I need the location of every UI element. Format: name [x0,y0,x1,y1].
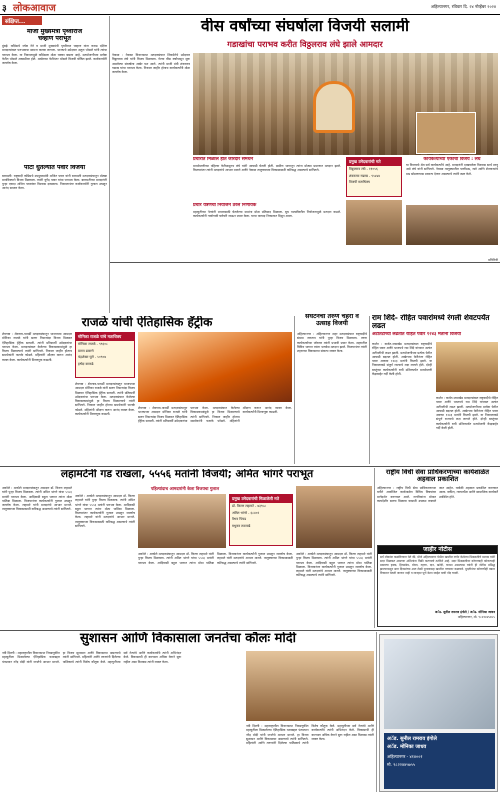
story5-photo-2 [296,486,372,548]
bottom-ad [379,634,498,792]
sidebar-header: संक्षिप्त... [2,16,42,25]
stat-row: शंकरराव गडाख - ९५४४४ [349,173,381,178]
stat-box-title: मोनिका राजळे यांचे मताधिक्य [76,333,134,341]
page-number: ३ [2,4,7,14]
story5-text-cont: अकोले : अकोले मतदारसंघातून आमदार डॉ. किरण लहामटे यांनी पुन्हा विजय मिळवला. त्यांनी अमित भांगरे यांचा ५५५६ मतांनी पराभव केला. आदिवासी बहुल भागात त्यांना मोठा पाठिंबा मिळाला. विजयानंतर कार्यकर्त्यांनी गुलाल उधळून जल्लोष केला. लहामटे यांनी मतदारांचे आभार मानले. तालुक्याच्या विकासासाठी कटिबद्ध असल्याचे त्यांनी सांगितले. [138,552,293,565]
sidebar-item-text: बारामती: राष्ट्रवादी काँग्रेसचे उपमुख्यमंत्री अजित पवार यांनी बारामती मतदारसंघातून मोठ्या मताधिक्याने विजय मिळवला. त्यांनी युगेंद्र पवार यांचा पराभव केला. बारामतीच्या मतदारांनी पुन्हा एकदा अजित पवारांवर विश्वास दाखवला. निकालानंतर कार्यकर्त्यांनी गुलाल उधळून आनंद साजरा केला. [2,173,107,191]
notice-title: जाहीर नोटीस [378,546,497,554]
sidebar [2,16,107,312]
story4-headline: राम शिंदे- रोहित पवारांमध्ये रंगली शेवटपर्यंत लढत [372,314,490,330]
story2-text: शेवगाव : शेवगाव-पाथर्डी मतदारसंघातून भाजपच्या आमदार मोनिका राजळे यांनी सलग तिसऱ्यांदा विजय मिळवत ऐतिहासिक हॅट्रीक साधली. त्यांनी प्रतिस्पर्धी उमेदवारांचा पराभव केला. मतदारसंघात केलेल्या विकासकामांमुळे हा विजय मिळाल्याचे त्यांनी सांगितले. निकाल जाहीर होताच समर्थकांनी फटाके फोडले. महिलांनी औक्षण करून आनंद व्यक्त केला. कार्यकर्त्यांनी मिरवणूक काढली. [2,332,72,362]
bottom-photo [246,651,374,721]
lead-body2: महायुतीच्या नेत्यांनी प्रचारासाठी घेतलेल्या सभांना मोठा प्रतिसाद मिळाला. बूथ पातळीवरील नियोजनामुळे मतदान वाढले. कार्यकर्त्यांनी गावोगावी घरोघरी जाऊन प्रचार केला. याचा फायदा निकालात दिसून आला. [193,210,341,219]
stat-box-title: प्रमुख उमेदवारांची मते [347,158,401,166]
story4-text-cont: कर्जत : कर्जत-जामखेड मतदारसंघात राष्ट्रवादीचे रोहित पवार आणि भाजपचे राम शिंदे यांच्यात अत्यंत अटीतटीची लढत झाली. मतमोजणीच्या प्रत्येक फेरीत आघाडी बदलत होती. अखेरच्या फेरीनंतर रोहित पवार अवघ्या १२४३ मतांनी विजयी झाले. या निकालाकडे संपूर्ण राज्याचे लक्ष लागले होते. दोन्ही बाजूंच्या कार्यकर्त्यांनी रात्री उशिरापर्यंत मतमोजणी केंद्राबाहेर गर्दी केली होती. [436,396,498,431]
lead-subheadline: गडाखांचा पराभव करीत विठ्ठलराव लंघे झाले आमदार [227,39,383,49]
stat-row: वैभव पिचड [232,517,247,522]
bottom-headline: सुशासन आणि विकासाला जनतेचा कौलः मोदी [79,632,297,646]
ad-line: अॅड. सुनील रामराव इंगोले [387,736,437,742]
story6-text: अहिल्यानगर : राष्ट्रीय विधी सेवा प्राधिकरणाच्या वतीने आयोजित कार्यशाळेत विविध विषयांवर मार्गदर्शन करण्यात आले. नागरिकांना मोफत कायदेशीर सल्ला मिळावा यासाठी उपक्रम राबवले जात आहेत. यावेळी अहवाल प्रकाशित करण्यात आला. वकील, न्यायाधीश आणि सामाजिक कार्यकर्ते उपस्थित होते. [377,486,498,503]
lead-headline: वीस वर्षांच्या संघर्षाला विजयी सलामी [201,18,409,35]
stat-row: विठ्ठलराव लंघे - ११०५६ [349,167,378,171]
stat-row: प्रताप ढाकणे [78,348,94,353]
stat-box-title: प्रमुख उमेदवारांची मिळालेली मते [230,495,292,503]
masthead [0,0,500,14]
section-divider [0,630,500,631]
stat-row: मोनिका राजळे - ९९६०८ [78,342,108,346]
column-divider [369,316,370,464]
section-divider [0,466,500,467]
column-divider [374,468,375,628]
bottom-text: नवी दिल्ली : महाराष्ट्रातील विधानसभा निवडणुकीत महायुतीला मिळालेल्या ऐतिहासिक यशाबद्दल पंतप्रधान नरेंद्र मोदी यांनी जनतेचे आभार मानले. हा विजय सुशासन आणि विकासाचा असल्याचे त्यांनी सांगितले. महिलांनी आणि तरुणांनी दिलेल्या पाठिंब्याचे त्यांनी विशेष कौतुक केले. महायुतीच्या सर्व नेत्यांचे आणि कार्यकर्त्यांचे त्यांनी अभिनंदन केले. विकासाची ही वाटचाल अधिक वेगाने सुरू राहील असा विश्वास त्यांनी व्यक्त केला. [2,651,182,664]
ad-photo [384,639,495,729]
stat-row: अमित भांगरे - ६८४०२ [232,510,260,515]
stat-row: विजयी मताधिक्य [349,180,370,185]
story5-text-cont: अकोले : अकोले मतदारसंघातून आमदार डॉ. किरण लहामटे यांनी पुन्हा विजय मिळवला. त्यांनी अमित भांगरे यांचा ५५५६ मतांनी पराभव केला. आदिवासी बहुल भागात त्यांना मोठा पाठिंबा मिळाला. विजयानंतर कार्यकर्त्यांनी गुलाल उधळून जल्लोष केला. लहामटे यांनी मतदारांचे आभार मानले. तालुक्याच्या विकासासाठी कटिबद्ध असल्याचे त्यांनी सांगितले. [75,494,135,529]
story4-subheadline: अटीतटीच्या लढतीत रोहित पवार १२४३ मतांनी विजयी [372,332,461,337]
story5-stat-box [229,494,293,546]
sidebar-item-text: मुंबई: काँग्रेसचे ज्येष्ठ नेते व माजी मुख्यमंत्री पृथ्वीराज चव्हाण यांना कराड दक्षिण मतदारसंघात पराभवाचा सामना करावा लागला. भाजपचे उमेदवार अतुल भोसले यांनी त्यांचा पराभव केला. या निकालामुळे काँग्रेसला मोठा धक्का बसला आहे. मतमोजणीच्या प्रत्येक फेरीत भोसले आघाडीवर होते. अखेरच्या फेरीनंतर भोसले विजयी घोषित झाले. कार्यकर्त्यांनी जल्लोष केला. [2,44,107,66]
sidebar-item-title: माजी मुख्यमंत्री पृथ्वीराज [26,29,83,35]
notice-text: सर्व लोकांना कळविण्यात येते की, मौजे अहिल्यानगर येथील खालील वर्णन केलेल्या मिळकतीचे मालक यांनी सदर मिळकत आमच्या अशिलांना विक्री करण्याचे ठरविले आहे. सदर मिळकतीवर कोणाचाही कोणत्याही प्रकारचा हक्क, हितसंबंध, बोजा, गहाण, दान, खरेदी, वारसा असल्यास त्यांनी ही नोटीस प्रसिद्ध झाल्यापासून सात दिवसांच्या आत लेखी पुराव्यासह खालील पत्त्यावर कळवावे. मुदतीनंतर कोणाचीही तक्रार विचारात घेतली जाणार नाही व व्यवहार पूर्ण केला जाईल याची नोंद घ्यावी. [380,555,495,576]
masthead-rule [0,14,500,15]
lead-reporter: प्रतिनिधी [488,258,498,262]
lead-intro: नेवासा : नेवासा विधानसभा मतदारसंघात शिवसेनेचे उमेदवार विठ्ठलराव लंघे यांनी विजय मिळवला. गेल्या वीस वर्षांपासून सुरू असलेल्या संघर्षाला अखेर यश आले. त्यांनी माजी मंत्री शंकरराव गडाख यांचा पराभव केला. निकाल जाहीर होताच कार्यकर्त्यांनी मोठा जल्लोष केला. [112,53,190,75]
section-divider [110,262,500,263]
bottom-text-cont: नवी दिल्ली : महाराष्ट्रातील विधानसभा निवडणुकीत महायुतीला मिळालेल्या ऐतिहासिक यशाबद्दल पंतप्रधान नरेंद्र मोदी यांनी जनतेचे आभार मानले. हा विजय सुशासन आणि विकासाचा असल्याचे त्यांनी सांगितले. महिलांनी आणि तरुणांनी दिलेल्या पाठिंब्याचे त्यांनी विशेष कौतुक केले. महायुतीच्या सर्व नेत्यांचे आणि कार्यकर्त्यांचे त्यांनी अभिनंदन केले. विकासाची ही वाटचाल अधिक वेगाने सुरू राहील असा विश्वास त्यांनी व्यक्त केला. [246,724,374,746]
story2-text-cont: शेवगाव : शेवगाव-पाथर्डी मतदारसंघातून भाजपच्या आमदार मोनिका राजळे यांनी सलग तिसऱ्यांदा विजय मिळवत ऐतिहासिक हॅट्रीक साधली. त्यांनी प्रतिस्पर्धी उमेदवारांचा पराभव केला. मतदारसंघात केलेल्या विकासकामांमुळे हा विजय मिळाल्याचे त्यांनी सांगितले. निकाल जाहीर होताच समर्थकांनी फटाके फोडले. महिलांनी औक्षण करून आनंद व्यक्त केला. कार्यकर्त्यांनी मिरवणूक काढली. [138,406,292,423]
story5-text-cont: अकोले : अकोले मतदारसंघातून आमदार डॉ. किरण लहामटे यांनी पुन्हा विजय मिळवला. त्यांनी अमित भांगरे यांचा ५५५६ मतांनी पराभव केला. आदिवासी बहुल भागात त्यांना मोठा पाठिंबा मिळाला. विजयानंतर कार्यकर्त्यांनी गुलाल उधळून जल्लोष केला. लहामटे यांनी मतदारांचे आभार मानले. तालुक्याच्या विकासासाठी कटिबद्ध असल्याचे त्यांनी सांगितले. [296,552,372,578]
ad-banner [384,733,495,789]
story5-kicker: पहिल्यांदाच आमदारांनी केला विजयचा गुलाल [150,486,220,491]
sidebar-item-subtitle: चव्हाण पराभूत [38,35,71,42]
story2-headline: राजळे यांची ऐतिहासिक हॅट्रीक [81,316,213,329]
story3-text: अहिल्यानगर : अहिल्यानगर शहर मतदारसंघात राष्ट्रवादीचे संग्राम जगताप यांनी पुन्हा विजय मिळवला. तरुण कार्यकर्त्यांच्या जोरावर त्यांनी प्रभावी प्रचार केला. शहरातील विविध भागात त्यांना भरघोस मतदान झाले. विजयानंतर त्यांनी शहराच्या विकासाचा संकल्प व्यक्त केला. [297,332,367,354]
stat-row: डॉ. किरण लहामटे - ७३९५८ [232,504,267,508]
story3-headline: संघटनेचा तरुण चेहरा व उत्साह विजयी [305,314,359,327]
story5-text: अकोले : अकोले मतदारसंघातून आमदार डॉ. किरण लहामटे यांनी पुन्हा विजय मिळवला. त्यांनी अमित भांगरे यांचा ५५५६ मतांनी पराभव केला. आदिवासी बहुल भागात त्यांना मोठा पाठिंबा मिळाला. विजयानंतर कार्यकर्त्यांनी गुलाल उधळून जल्लोष केला. लहामटे यांनी मतदारांचे आभार मानले. तालुक्याच्या विकासासाठी कटिबद्ध असल्याचे त्यांनी सांगितले. [2,486,72,512]
story5-photo-1 [138,494,226,548]
notice-box [377,545,498,627]
ad-line: अॅड. मोनिका जाधव [387,744,427,750]
garland-figure [313,81,355,133]
sidebar-item-title: पाटी धुतल्यात पवार विजयी [23,165,86,171]
stat-row: हर्षदा काकडे [78,361,94,366]
portrait-photo [416,112,476,154]
lead-body: मतमोजणीच्या पहिल्या फेरीपासूनच लंघे यांनी आघाडी घेतली होती. ग्रामीण भागातून त्यांना मोठ्या प्रमाणात मतदान झाले. विजयानंतर त्यांनी मतदारांचे आभार मानले आणि नेवासा तालुक्याच्या विकासासाठी कटिबद्ध असल्याचे सांगितले. [193,164,341,173]
story2-text-cont: शेवगाव : शेवगाव-पाथर्डी मतदारसंघातून भाजपच्या आमदार मोनिका राजळे यांनी सलग तिसऱ्यांदा विजय मिळवत ऐतिहासिक हॅट्रीक साधली. त्यांनी प्रतिस्पर्धी उमेदवारांचा पराभव केला. मतदारसंघात केलेल्या विकासकामांमुळे हा विजय मिळाल्याचे त्यांनी सांगितले. निकाल जाहीर होताच समर्थकांनी फटाके फोडले. महिलांनी औक्षण करून आनंद व्यक्त केला. कार्यकर्त्यांनी मिरवणूक काढली. [75,382,135,417]
side-story-text: या विजयाचे श्रेय सर्व कार्यकर्त्यांचे आहे. मतदारांनी दाखवलेला विश्वास सार्थ ठरवू असे लंघे यांनी सांगितले. नेवासा तालुक्यातील पाणीप्रश्न, रस्ते आणि शेतकऱ्यांचे प्रश्न सोडवण्यास प्राधान्य देणार असल्याचे त्यांनी स्पष्ट केले. [406,163,498,176]
brand-logo: लोकआवाज [13,3,56,14]
notice-signature: अॅड. सुनील रामराव इंगोले / अॅड. मोनिका जाधव [434,610,495,615]
story5-headline: लहामटेंनी गड राखला, ५५५६ मतांनी विजयी; अमित भांगरे पराभूत [60,469,314,480]
dateline: अहिल्यानगर, रविवार दि. २४ नोव्हेंबर २०२४ [430,4,496,9]
story2-stat-box [75,332,135,378]
ad-line: मो. ९८२२४४५७५५ [387,762,416,767]
stat-row: चंद्रशेखर घुले - ५०९०७ [78,355,106,360]
side-story [406,157,498,257]
winner-photo [346,200,402,245]
lead-photo-caption: प्रचारात मिळाले होते जोरदार समर्थन [193,157,254,162]
column-divider [109,16,110,313]
story4-text: कर्जत : कर्जत-जामखेड मतदारसंघात राष्ट्रवादीचे रोहित पवार आणि भाजपचे राम शिंदे यांच्यात अत्यंत अटीतटीची लढत झाली. मतमोजणीच्या प्रत्येक फेरीत आघाडी बदलत होती. अखेरच्या फेरीनंतर रोहित पवार अवघ्या १२४३ मतांनी विजयी झाले. या निकालाकडे संपूर्ण राज्याचे लक्ष लागले होते. दोन्ही बाजूंच्या कार्यकर्त्यांनी रात्री उशिरापर्यंत मतमोजणी केंद्राबाहेर गर्दी केली होती. [372,342,432,377]
side-story-title: कार्यकर्त्यांच्या एकीचा विजय : लंघे [423,157,481,162]
column-divider [376,632,377,792]
column-divider [294,316,295,464]
ad-line: अहिल्यानगर - ४१४००१ [387,754,423,759]
story6-headline: राष्ट्रीय विधी सेवा प्राधिकरणाच्या कार्यशाळेत अहवाल प्रकाशित [385,469,490,483]
notice-address: अहिल्यानगर, मो. ९८२२४४५७५५ [457,614,495,619]
story4-photo [436,342,498,392]
side-story-photo [406,205,498,245]
story2-photo [138,332,292,402]
lead-stat-box [346,157,402,197]
stat-row: मधुकर तळपाडे [232,523,251,528]
lead-sub2: प्रचार यंत्रणेचा नियोजन ठरले निर्णायक [193,203,257,208]
